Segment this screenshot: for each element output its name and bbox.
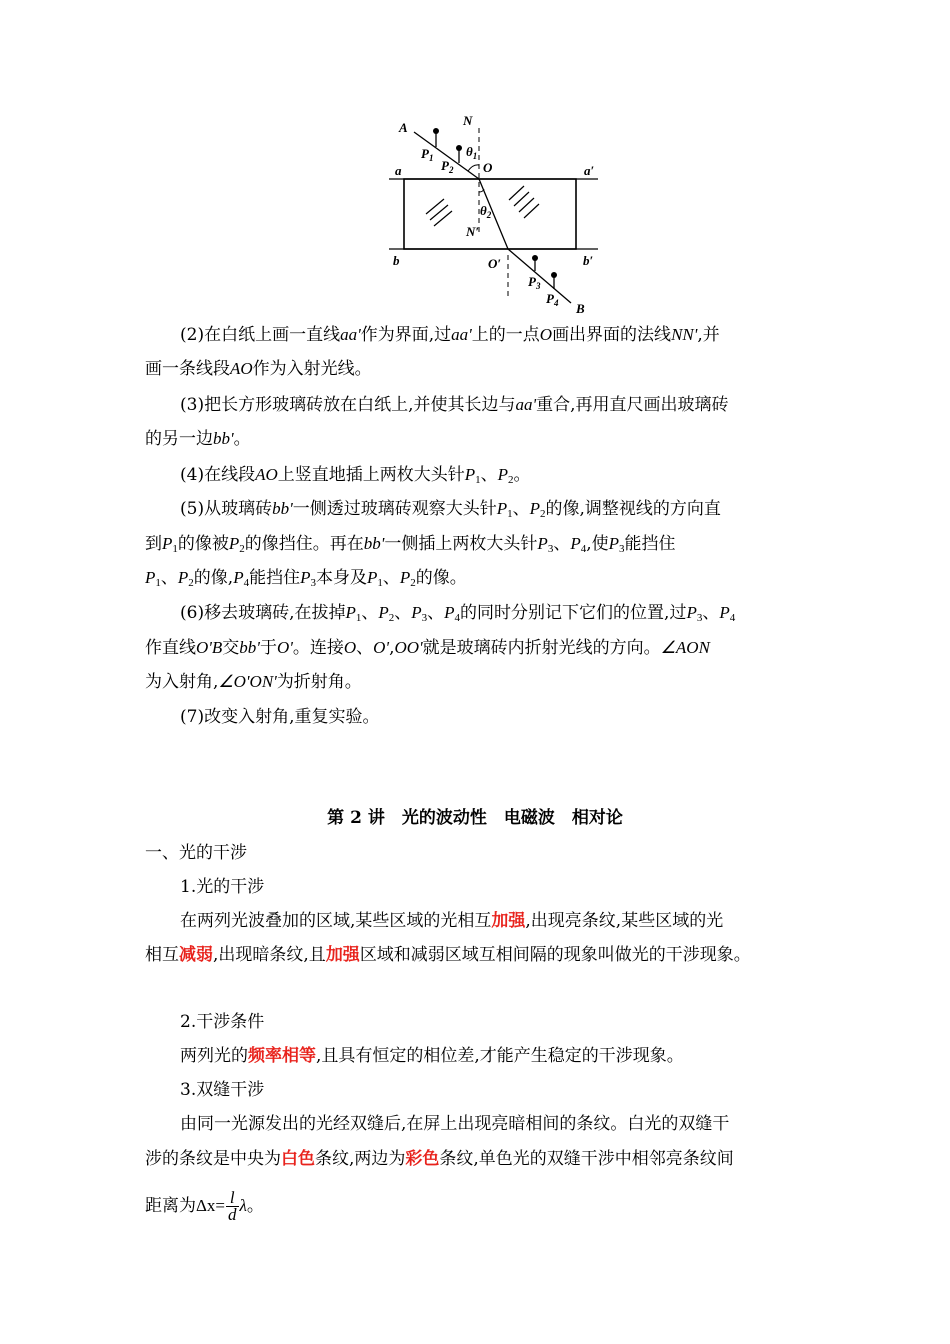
label-b: b (393, 253, 400, 268)
label-A: A (399, 120, 408, 135)
subheading-double-slit: 3.双缝干涉 (180, 1080, 265, 1100)
step-3-line-1: (3)把长方形玻璃砖放在白纸上,并使其长边与aa'重合,再用直尺画出玻璃砖 (180, 395, 729, 415)
condition-para: 两列光的频率相等,且具有恒定的相位差,才能产生稳定的干涉现象。 (180, 1046, 684, 1066)
label-a-prime: a′ (584, 163, 595, 178)
double-slit-para-line-3: 距离为Δx= $\frac{l}{d}$ λ。 (145, 1188, 264, 1224)
subheading-condition: 2.干涉条件 (180, 1012, 265, 1032)
step-5-line-1: (5)从玻璃砖bb'一侧透过玻璃砖观察大头针$P_1$、$P_2$的像,调整视线的方向直 (180, 499, 721, 520)
pin-head-p1 (433, 128, 439, 134)
label-b-prime: b′ (583, 253, 594, 268)
interference-para-line-2: 相互减弱,出现暗条纹,且加强区域和减弱区域互相间隔的现象叫做光的干涉现象。 (145, 945, 751, 965)
step-2-line-2: 画一条线段AO作为入射光线。 (145, 359, 372, 379)
step-6-line-1: (6)移去玻璃砖,在拔掉$P_1$、$P_2$、$P_3$、$P_4$的同时分别记下它们的位置,过$P_3$、$P_4$ (180, 603, 736, 624)
glass-hatch-left (426, 199, 452, 226)
label-P1: $P_1$ (421, 146, 434, 163)
glass-hatch-right (509, 186, 539, 218)
step-5-line-3: $P_1$、$P_2$的像$,P_4$能挡住$P_3$本身及$P_1$、$P_2$的像。 (145, 568, 467, 589)
step-6-line-3: 为入射角,∠O'ON'为折射角。 (145, 672, 362, 692)
interference-para-line-1: 在两列光波叠加的区域,某些区域的光相互加强,出现亮条纹,某些区域的光 (180, 911, 724, 931)
keyword-strengthen: 加强 (491, 911, 526, 931)
subheading-interference: 1.光的干涉 (180, 877, 265, 897)
keyword-equal-frequency: 频率相等 (248, 1046, 316, 1066)
step-3-line-2: 的另一边bb'。 (145, 429, 251, 449)
label-P3: $P_3$ (528, 274, 541, 291)
emergent-ray (508, 249, 571, 303)
angle-arc-theta1 (468, 165, 479, 171)
formula-fraction: $\frac{l}{d}$ (228, 1188, 237, 1224)
label-O-prime: O′ (488, 256, 502, 271)
pin-head-p4 (551, 272, 557, 278)
label-P4: $P_4$ (546, 291, 559, 308)
step-5-line-2: 到$P_1$的像被$P_2$的像挡住。再在bb'一侧插上两枚大头针$P_3$、$P_4$,使$P_3$能挡住 (145, 534, 676, 555)
pin-head-p3 (532, 255, 538, 261)
refraction-diagram (0, 0, 950, 330)
label-N: N (463, 113, 473, 128)
lecture-title: 第 2 讲 光的波动性 电磁波 相对论 (327, 808, 623, 828)
label-P2: $P_2$ (441, 158, 454, 175)
step-7: (7)改变入射角,重复实验。 (180, 707, 380, 727)
label-N-prime: N′ (466, 224, 480, 239)
label-theta1: $\theta_1$ (466, 144, 478, 161)
keyword-weaken: 减弱 (179, 945, 213, 965)
keyword-white: 白色 (281, 1149, 315, 1169)
label-theta2: $\theta_2$ (480, 203, 492, 220)
keyword-strengthen-2: 加强 (325, 945, 360, 965)
pin-head-p2 (456, 145, 462, 151)
section-heading-interference: 一、光的干涉 (145, 843, 247, 863)
formula-delta-x: Δx= (196, 1196, 226, 1215)
double-slit-para-line-2: 涉的条纹是中央为白色条纹,两边为彩色条纹,单色光的双缝干涉中相邻亮条纹间 (145, 1149, 734, 1169)
label-O: O (483, 160, 493, 175)
step-6-line-2: 作直线O'B交bb'于O'。连接O、O',OO'就是玻璃砖内折射光线的方向。∠AON (145, 638, 710, 658)
double-slit-para-line-1: 由同一光源发出的光经双缝后,在屏上出现亮暗相间的条纹。白光的双缝干 (180, 1114, 730, 1134)
step-2-line-1: (2)在白纸上画一直线aa'作为界面,过aa'上的一点O画出界面的法线NN',并 (180, 325, 720, 345)
label-a: a (395, 163, 402, 178)
label-B: B (576, 301, 585, 316)
step-4: (4)在线段AO上竖直地插上两枚大头针$P_1$、$P_2$。 (180, 465, 531, 486)
keyword-colored: 彩色 (405, 1149, 440, 1169)
